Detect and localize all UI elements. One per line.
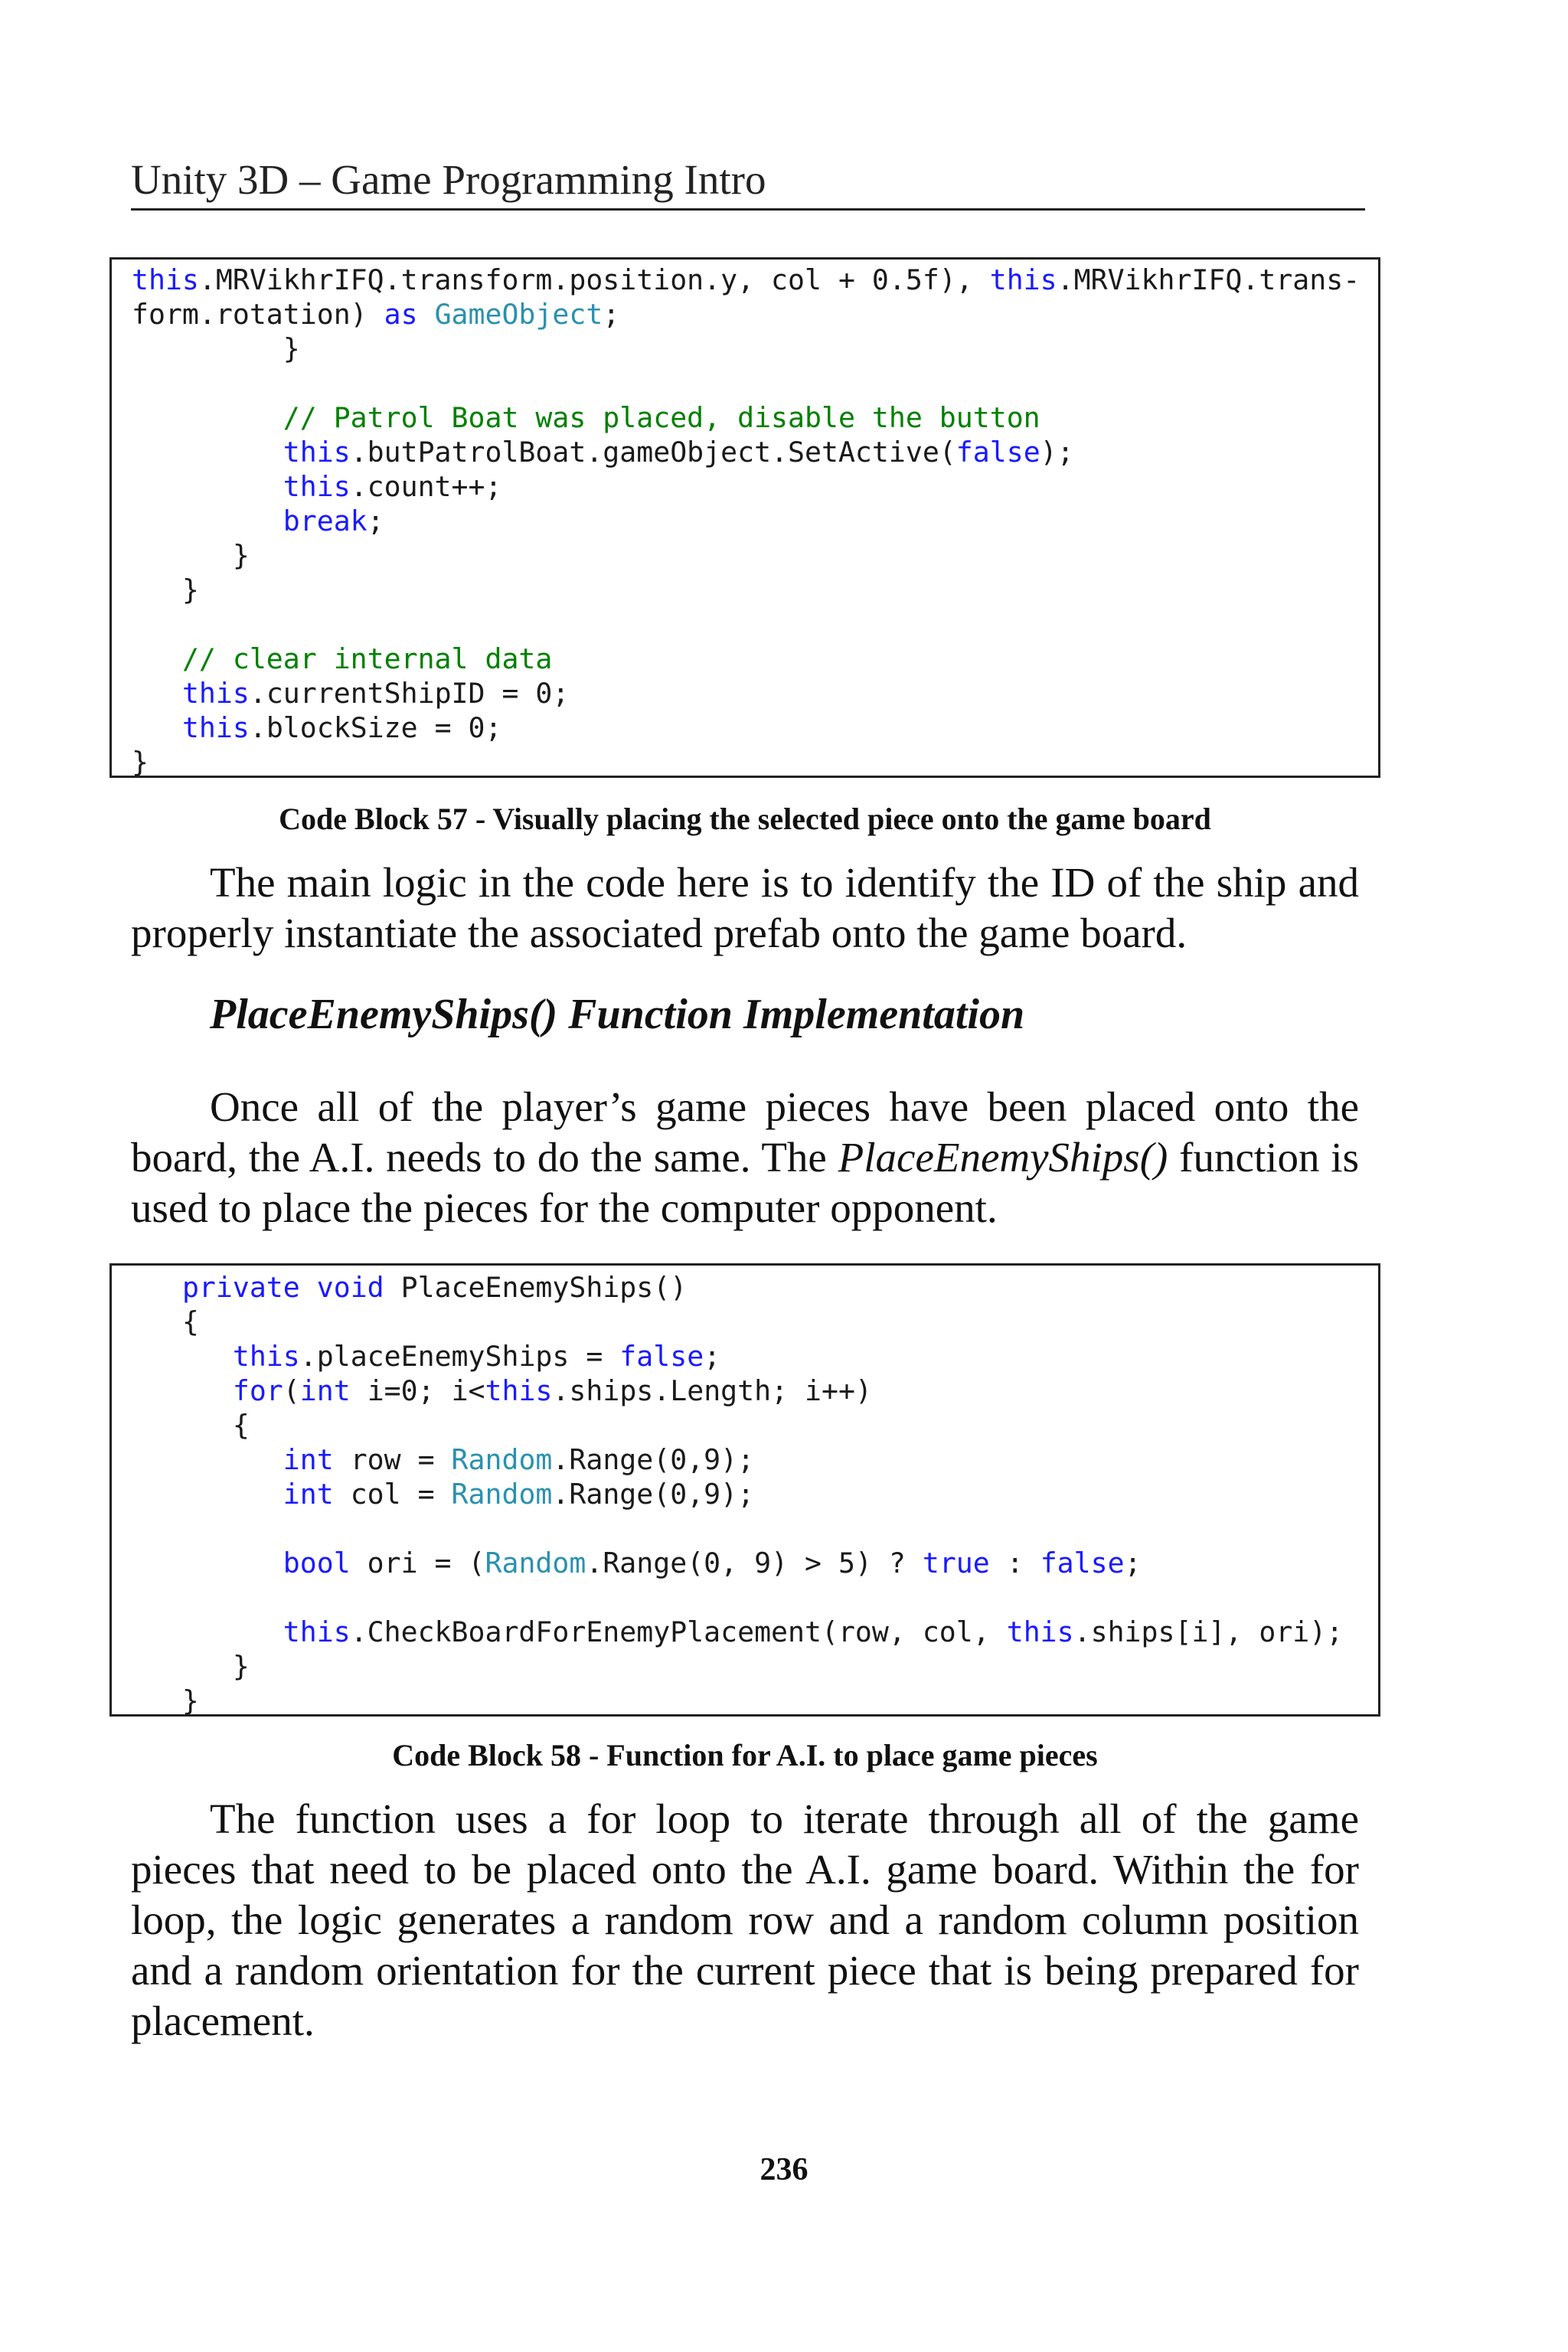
code-token: this (989, 263, 1057, 296)
code-token: this (283, 436, 351, 469)
body-paragraph: The main logic in the code here is to identify the ID of the ship and properly instantiate the associated prefab onto the game board. (131, 859, 1359, 956)
code-line (132, 676, 1378, 710)
code-token: .MRVikhrIFQ.transform.position.y, col + 0.5f), (198, 263, 990, 296)
code-token: ; (603, 298, 620, 331)
code-line (132, 1270, 1378, 1305)
code-line (132, 538, 1378, 573)
code-block-58 (109, 1263, 1380, 1717)
code-token: .ships.Length; i++) (552, 1374, 872, 1407)
code-listing (112, 263, 1378, 779)
code-token (132, 677, 182, 710)
code-token: row = (333, 1443, 452, 1476)
code-token: int (283, 1443, 334, 1476)
code-line (132, 1649, 1378, 1684)
code-token: this (283, 1615, 351, 1648)
code-token: } (132, 539, 250, 572)
code-token: // Patrol Boat was placed, disable the button (283, 401, 1040, 434)
code-line (132, 1374, 1378, 1408)
code-token: .Range(0,9); (552, 1443, 755, 1476)
code-token: ; (1124, 1547, 1142, 1579)
code-block-caption: Code Block 58 - Function for A.I. to place game pieces (392, 1738, 1098, 1772)
code-line (132, 1684, 1378, 1718)
code-token: PlaceEnemyShips() (384, 1271, 688, 1304)
code-token: this (1006, 1615, 1074, 1648)
code-token: this (132, 263, 199, 296)
code-token (132, 1271, 182, 1304)
function-name-emphasis: PlaceEnemyShips() (838, 1134, 1168, 1181)
code-token (132, 1478, 283, 1511)
code-token: break (283, 505, 368, 537)
code-token: form.rotation) (132, 298, 384, 331)
code-token (132, 1443, 283, 1476)
paragraph-text: Once all of the player’s game pieces have been placed onto the board, the A.I. needs to do the same. The (131, 1083, 1359, 1181)
code-token: Random (451, 1443, 553, 1476)
code-token: { (132, 1305, 199, 1338)
code-token: this (181, 711, 250, 744)
code-token: this (232, 1340, 300, 1373)
code-listing (112, 1270, 1378, 1718)
code-token: false (956, 436, 1040, 469)
code-token: // clear internal data (181, 642, 553, 675)
code-line (132, 1477, 1378, 1511)
code-token: ; (367, 505, 384, 537)
code-token: .MRVikhrIFQ.trans- (1057, 263, 1361, 296)
code-token: .placeEnemyShips = (299, 1340, 620, 1373)
code-line (132, 435, 1378, 469)
code-token (132, 1374, 233, 1407)
code-line (132, 573, 1378, 607)
code-token: as (384, 298, 418, 331)
code-token: } (132, 573, 199, 606)
code-token: ori = ( (350, 1547, 485, 1579)
code-token: this (181, 677, 250, 710)
code-token (132, 711, 182, 744)
code-token (132, 1615, 283, 1648)
body-paragraph (131, 1082, 1359, 1233)
code-token (132, 470, 283, 503)
code-block-caption: Code Block 57 - Visually placing the selected piece onto the game board (279, 802, 1211, 836)
code-token: true (922, 1547, 990, 1579)
code-token: void (316, 1271, 384, 1304)
code-token: bool (283, 1547, 351, 1579)
code-token: } (132, 1650, 250, 1683)
code-token: i=0; i< (350, 1374, 485, 1407)
code-line (132, 1615, 1378, 1649)
code-token (132, 1340, 233, 1373)
code-token: .Range(0, 9) > 5) ? (586, 1547, 923, 1579)
code-token: .ships[i], ori); (1073, 1615, 1344, 1648)
code-line (132, 1339, 1378, 1374)
running-header: Unity 3D – Game Programming Intro (131, 153, 1365, 211)
code-token (132, 401, 283, 434)
code-line (132, 1511, 1378, 1546)
code-line (132, 607, 1378, 642)
code-line (132, 504, 1378, 538)
code-line (132, 400, 1378, 435)
code-token: ( (283, 1374, 300, 1407)
code-token: .butPatrolBoat.gameObject.SetActive( (350, 436, 956, 469)
code-token: ; (704, 1340, 721, 1373)
code-token (418, 298, 435, 331)
code-token: int (283, 1478, 334, 1511)
code-token: int (299, 1374, 351, 1407)
code-line (132, 263, 1378, 297)
code-token: ); (1040, 436, 1074, 469)
code-token: } (132, 1684, 199, 1717)
code-line (132, 1546, 1378, 1580)
code-line (132, 642, 1378, 676)
code-token: false (619, 1340, 704, 1373)
body-paragraph: The function uses a for loop to iterate through all of the game pieces that need to be placed onto the A.I. game board. Within the for loop, the logic generates a random row and a random column position and a random orientation for the current piece that is being prepared for placement. (131, 1795, 1359, 2044)
code-token (132, 505, 283, 537)
code-token: Random (451, 1478, 553, 1511)
code-token: for (232, 1374, 283, 1407)
code-token: this (283, 470, 351, 503)
code-line (132, 332, 1378, 366)
code-token: .Range(0,9); (552, 1478, 755, 1511)
code-token: .CheckBoardForEnemyPlacement(row, col, (350, 1615, 1007, 1648)
code-token: col = (333, 1478, 452, 1511)
code-token: .blockSize = 0; (249, 711, 502, 744)
code-token: .count++; (350, 470, 502, 503)
code-line (132, 745, 1378, 779)
code-line (132, 710, 1378, 745)
code-token (132, 436, 283, 469)
code-line (132, 1408, 1378, 1442)
code-token: } (132, 332, 300, 365)
code-line (132, 297, 1378, 332)
code-token (132, 1547, 283, 1579)
code-token: Random (485, 1547, 586, 1579)
paragraph-text: function is used to place the pieces for the computer opponent. (131, 1134, 1359, 1231)
code-token: this (485, 1374, 553, 1407)
code-token: private (181, 1271, 300, 1304)
code-line (132, 469, 1378, 504)
code-token: GameObject (434, 298, 603, 331)
code-token (132, 642, 182, 675)
code-block-57 (109, 257, 1380, 778)
code-line (132, 366, 1378, 400)
code-line (132, 1442, 1378, 1477)
section-subheading: PlaceEnemyShips() Function Implementation (210, 991, 1025, 1038)
code-line (132, 1305, 1378, 1339)
page-number: 236 (760, 2152, 808, 2187)
code-token: false (1040, 1547, 1125, 1579)
code-token: { (132, 1409, 250, 1442)
code-token: : (989, 1547, 1040, 1579)
code-token (300, 1271, 317, 1304)
code-token: .currentShipID = 0; (249, 677, 570, 710)
code-token: } (132, 746, 149, 779)
code-line (132, 1580, 1378, 1615)
